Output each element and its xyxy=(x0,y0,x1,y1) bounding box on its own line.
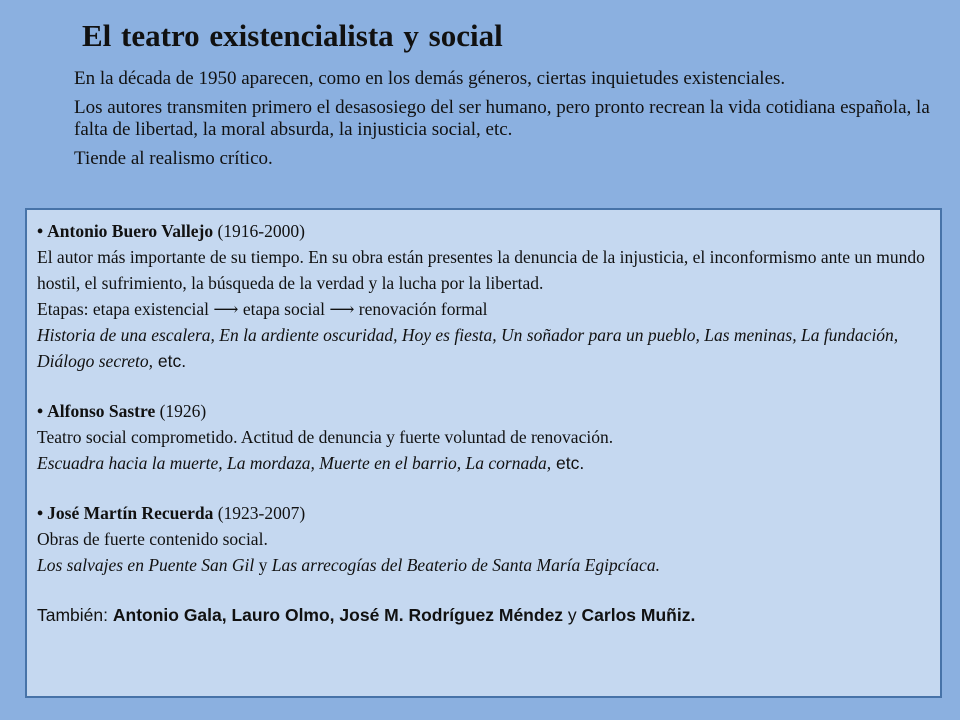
author-heading-sastre xyxy=(37,398,940,424)
author-works xyxy=(37,552,940,578)
works-titles: Historia de una escalera, En la ardiente oscuridad, Hoy es fiesta, Un soñador para un pueblo, Las meninas, La fundación, Diálogo secreto, xyxy=(37,325,899,371)
author-stages: Etapas: etapa existencial ⟶ etapa social ⟶ renovación formal xyxy=(37,299,488,319)
author-description: Teatro social comprometido. Actitud de denuncia y fuerte voluntad de renovación. xyxy=(37,427,614,447)
author-heading-buero xyxy=(37,218,940,244)
author-name: Antonio Buero Vallejo xyxy=(47,221,214,241)
author-name: Alfonso Sastre xyxy=(47,401,156,421)
author-works xyxy=(37,450,940,476)
intro-paragraph-3: Tiende al realismo crítico. xyxy=(74,148,273,169)
also-authors xyxy=(37,602,940,628)
author-description: El autor más importante de su tiempo. En su obra están presentes la denuncia de la injusticia, el inconformismo ante un mundo hostil, el sufrimiento, la búsqueda de la verdad y la lucha por la libertad. xyxy=(37,247,925,293)
works-conjunction: y xyxy=(254,555,272,575)
works-etc: etc. xyxy=(551,453,585,473)
bullet-icon: • xyxy=(37,401,44,421)
slide-title: El teatro existencialista y social xyxy=(82,18,503,53)
also-last-name: Carlos Muñiz. xyxy=(581,605,696,625)
work-title-1: Los salvajes en Puente San Gil xyxy=(37,555,255,575)
intro-paragraph-1: En la década de 1950 aparecen, como en los demás géneros, ciertas inquietudes existenciales. xyxy=(74,68,786,89)
also-conjunction: y xyxy=(563,605,582,625)
works-titles: Escuadra hacia la muerte, La mordaza, Muerte en el barrio, La cornada, xyxy=(37,453,552,473)
bottom-strip xyxy=(0,700,960,720)
author-description: Obras de fuerte contenido social. xyxy=(37,529,268,549)
author-works xyxy=(37,322,937,374)
also-names: Antonio Gala, Lauro Olmo, José M. Rodríguez Méndez xyxy=(112,605,564,625)
work-title-2: Las arrecogías del Beaterio de Santa María Egipcíaca. xyxy=(271,555,660,575)
authors-box xyxy=(25,208,942,698)
intro-section xyxy=(74,68,934,177)
author-dates: (1923-2007) xyxy=(213,503,306,523)
author-dates: (1916-2000) xyxy=(213,221,305,241)
bullet-icon: • xyxy=(37,503,44,523)
also-label: También: xyxy=(37,605,113,625)
intro-paragraph-2: Los autores transmiten primero el desasosiego del ser humano, pero pronto recrean la vida cotidiana española, la falta de libertad, la moral absurda, la injusticia social, etc. xyxy=(74,97,930,140)
works-etc: etc. xyxy=(153,351,187,371)
author-name: José Martín Recuerda xyxy=(47,503,214,523)
author-dates: (1926) xyxy=(155,401,207,421)
author-heading-recuerda xyxy=(37,500,940,526)
bullet-icon: • xyxy=(37,221,44,241)
